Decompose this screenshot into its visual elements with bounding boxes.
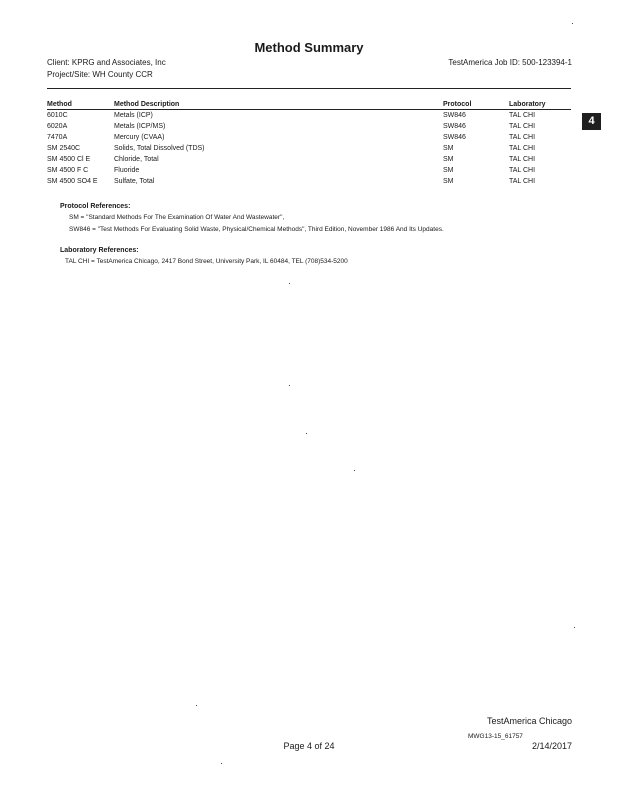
scan-speck [196, 705, 197, 706]
protocol-cell: SM [443, 167, 454, 174]
table-row [47, 154, 571, 165]
laboratory-cell: TAL CHI [509, 178, 536, 185]
table-header-row [47, 101, 571, 110]
scan-speck [572, 23, 573, 24]
scan-speck [289, 283, 290, 284]
methods-table [47, 101, 571, 187]
laboratory-cell: TAL CHI [509, 156, 536, 163]
table-row [47, 176, 571, 187]
table-row [47, 165, 571, 176]
column-header-protocol: Protocol [443, 101, 509, 110]
protocol-cell: SM [443, 178, 454, 185]
method-code-cell: 6010C [47, 112, 68, 119]
method-code-cell: 6020A [47, 123, 68, 130]
footer-document-code: MWG13-15_61757 [468, 733, 523, 740]
table-row [47, 143, 571, 154]
column-header-laboratory: Laboratory [509, 101, 571, 110]
scan-speck [354, 470, 355, 471]
laboratory-cell: TAL CHI [509, 123, 536, 130]
protocol-cell: SM [443, 156, 454, 163]
job-id: TestAmerica Job ID: 500-123394-1 [448, 58, 572, 67]
method-code-cell: SM 2540C [47, 145, 81, 152]
page-title: Method Summary [254, 40, 364, 55]
footer-company: TestAmerica Chicago [486, 716, 572, 726]
protocol-cell: SW846 [443, 112, 466, 119]
project-site: Project/Site: WH County CCR [47, 70, 153, 79]
table-row [47, 110, 571, 122]
laboratory-references-heading: Laboratory References: [60, 247, 139, 254]
scan-speck [221, 763, 222, 764]
protocol-reference-sw846: SW846 = "Test Methods For Evaluating Solid Waste, Physical/Chemical Methods", Third Edition, November 1986 And Its Updates. [69, 226, 444, 233]
protocol-reference-sm: SM = "Standard Methods For The Examination Of Water And Wastewater", [69, 214, 285, 221]
method-description-cell: Sulfate, Total [114, 178, 155, 185]
method-description-cell: Metals (ICP/MS) [114, 123, 166, 130]
method-description-cell: Solids, Total Dissolved (TDS) [114, 145, 205, 152]
method-code-cell: 7470A [47, 134, 68, 141]
column-header-method: Method [47, 101, 114, 110]
table-body [47, 110, 571, 188]
protocol-references-heading: Protocol References: [60, 203, 131, 210]
laboratory-cell: TAL CHI [509, 134, 536, 141]
method-code-cell: SM 4500 SO4 E [47, 178, 98, 185]
method-description-cell: Metals (ICP) [114, 112, 153, 119]
client-name: Client: KPRG and Associates, Inc [47, 58, 166, 67]
method-code-cell: SM 4500 Cl E [47, 156, 91, 163]
method-description-cell: Mercury (CVAA) [114, 134, 165, 141]
method-description-cell: Chloride, Total [114, 156, 159, 163]
scan-speck [289, 385, 290, 386]
scan-speck [306, 433, 307, 434]
protocol-cell: SW846 [443, 123, 466, 130]
laboratory-cell: TAL CHI [509, 167, 536, 174]
table-row [47, 121, 571, 132]
page-number: Page 4 of 24 [283, 741, 335, 751]
column-header-description: Method Description [114, 101, 443, 110]
method-code-cell: SM 4500 F C [47, 167, 89, 174]
table-row [47, 132, 571, 143]
protocol-cell: SM [443, 145, 454, 152]
scan-speck [574, 627, 575, 628]
method-description-cell: Fluoride [114, 167, 140, 174]
footer-date: 2/14/2017 [531, 741, 572, 751]
section-tab: 4 [582, 113, 601, 130]
laboratory-reference-tal-chi: TAL CHI = TestAmerica Chicago, 2417 Bond Street, University Park, IL 60484, TEL (708)534-5200 [65, 258, 348, 265]
header-divider [47, 88, 571, 89]
protocol-cell: SW846 [443, 134, 466, 141]
laboratory-cell: TAL CHI [509, 145, 536, 152]
laboratory-cell: TAL CHI [509, 112, 536, 119]
